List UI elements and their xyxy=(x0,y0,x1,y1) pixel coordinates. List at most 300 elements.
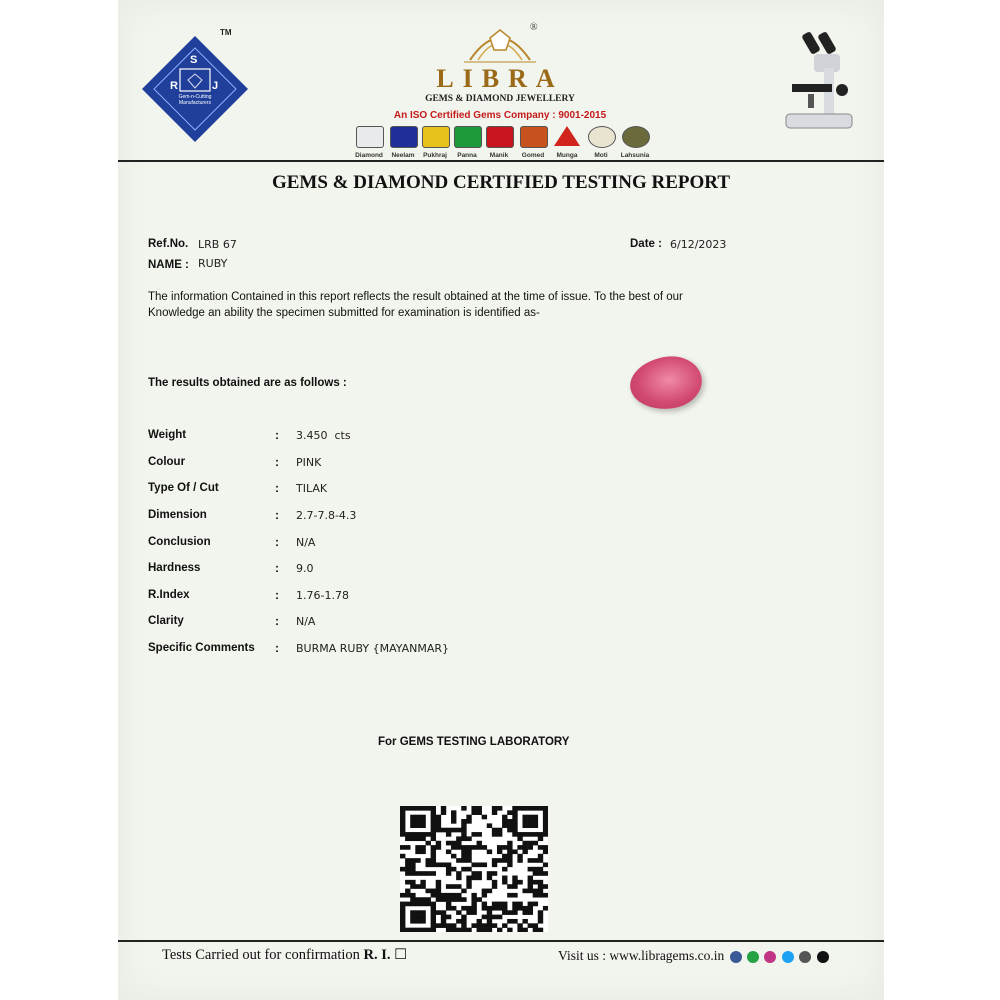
qr-module xyxy=(426,832,431,837)
qr-module xyxy=(502,823,507,828)
qr-module xyxy=(528,815,533,820)
qr-module xyxy=(426,902,431,907)
qr-module xyxy=(517,832,522,837)
qr-module xyxy=(497,902,502,907)
ref-value: LRB 67 xyxy=(198,238,237,251)
qr-module xyxy=(415,858,420,863)
qr-module xyxy=(461,845,466,850)
qr-module xyxy=(528,823,533,828)
field-colon-r-index: : xyxy=(275,588,279,602)
field-label-conclusion: Conclusion xyxy=(148,536,211,548)
qr-module xyxy=(492,880,497,885)
qr-module xyxy=(400,832,405,837)
qr-code-icon xyxy=(400,806,548,932)
qr-module xyxy=(477,876,482,881)
tests-text: Tests Carried out for confirmation xyxy=(162,947,360,963)
qr-module xyxy=(410,902,415,907)
qr-module xyxy=(461,823,466,828)
qr-module xyxy=(477,810,482,815)
qr-module xyxy=(431,910,436,915)
qr-module xyxy=(533,871,538,876)
qr-module xyxy=(451,867,456,872)
brand-name: LIBRA xyxy=(436,64,564,93)
qr-module xyxy=(446,884,451,889)
qr-module xyxy=(471,832,476,837)
qr-module xyxy=(436,889,441,894)
qr-module xyxy=(436,923,441,928)
qr-module xyxy=(400,823,405,828)
qr-module xyxy=(410,836,415,841)
srj-letter-s: S xyxy=(190,54,198,66)
field-label-dimension: Dimension xyxy=(148,509,207,521)
qr-module xyxy=(410,858,415,863)
qr-module xyxy=(461,915,466,920)
name-label: NAME : xyxy=(148,259,189,271)
qr-module xyxy=(477,928,482,932)
qr-module xyxy=(410,893,415,898)
qr-module xyxy=(477,832,482,837)
footer-left xyxy=(162,947,407,964)
qr-module xyxy=(446,828,451,833)
qr-module xyxy=(400,910,405,915)
qr-module xyxy=(487,906,492,911)
qr-module xyxy=(451,841,456,846)
qr-module xyxy=(405,902,410,907)
qr-module xyxy=(436,823,441,828)
intro-line-1: The information Contained in this report reflects the result obtained at the time of issue. To the best of our xyxy=(148,291,683,303)
qr-module xyxy=(466,854,471,859)
qr-module xyxy=(456,858,461,863)
qr-module xyxy=(482,889,487,894)
qr-module xyxy=(441,828,446,833)
qr-module xyxy=(431,819,436,824)
qr-module xyxy=(543,819,548,824)
qr-module xyxy=(405,806,410,811)
field-label-weight: Weight xyxy=(148,429,187,441)
qr-module xyxy=(420,915,425,920)
qr-module xyxy=(400,919,405,924)
qr-module xyxy=(528,884,533,889)
qr-module xyxy=(517,928,522,932)
qr-module xyxy=(431,893,436,898)
qr-module xyxy=(492,915,497,920)
qr-module xyxy=(415,884,420,889)
qr-module xyxy=(451,906,456,911)
qr-module xyxy=(482,923,487,928)
qr-module xyxy=(415,871,420,876)
qr-module xyxy=(431,871,436,876)
qr-module xyxy=(528,867,533,872)
qr-module xyxy=(431,923,436,928)
qr-module xyxy=(466,876,471,881)
twitter-icon[interactable] xyxy=(782,951,794,963)
qr-module xyxy=(522,832,527,837)
ri-text: R. I. xyxy=(363,947,391,963)
gem-label-pukhraj: Pukhraj xyxy=(423,152,447,159)
qr-module xyxy=(400,928,405,932)
field-value-colour: PINK xyxy=(296,456,322,469)
qr-module xyxy=(461,919,466,924)
qr-module xyxy=(466,845,471,850)
field-colon-specific-comments: : xyxy=(275,641,279,655)
qr-module xyxy=(436,910,441,915)
qr-module xyxy=(471,910,476,915)
qr-module xyxy=(400,819,405,824)
qr-module xyxy=(431,854,436,859)
field-label-clarity: Clarity xyxy=(148,615,184,627)
qr-module xyxy=(533,858,538,863)
field-colon-conclusion: : xyxy=(275,535,279,549)
qr-module xyxy=(446,832,451,837)
qr-module xyxy=(420,815,425,820)
qr-module xyxy=(441,893,446,898)
qr-module xyxy=(441,923,446,928)
qr-module xyxy=(538,919,543,924)
qr-module xyxy=(502,819,507,824)
qr-module xyxy=(517,923,522,928)
qr-module xyxy=(436,819,441,824)
website-link[interactable]: Visit us : www.libragems.co.in xyxy=(558,948,725,963)
results-heading: The results obtained are as follows : xyxy=(148,377,347,389)
qr-module xyxy=(482,893,487,898)
qr-module xyxy=(461,828,466,833)
qr-module xyxy=(492,884,497,889)
qr-module xyxy=(533,928,538,932)
qr-module xyxy=(410,910,415,915)
qr-module xyxy=(543,862,548,867)
qr-module xyxy=(471,923,476,928)
qr-module xyxy=(528,880,533,885)
qr-module xyxy=(446,841,451,846)
qr-module xyxy=(528,902,533,907)
field-colon-colour: : xyxy=(275,455,279,469)
qr-module xyxy=(512,806,517,811)
qr-module xyxy=(471,906,476,911)
qr-module xyxy=(410,880,415,885)
qr-module xyxy=(400,906,405,911)
qr-module xyxy=(420,884,425,889)
gem-gomed-icon xyxy=(520,126,548,148)
qr-module xyxy=(426,858,431,863)
qr-module xyxy=(512,828,517,833)
srj-logo xyxy=(140,28,250,144)
qr-module xyxy=(431,858,436,863)
qr-module xyxy=(410,884,415,889)
qr-module xyxy=(482,928,487,932)
qr-module xyxy=(497,845,502,850)
qr-module xyxy=(477,897,482,902)
microscope-icon xyxy=(778,28,858,132)
lab-label: For GEMS TESTING LABORATORY xyxy=(378,736,570,748)
qr-module xyxy=(456,836,461,841)
qr-module xyxy=(410,897,415,902)
field-value-weight: 3.450 cts xyxy=(296,429,351,442)
qr-module xyxy=(538,832,543,837)
qr-module xyxy=(400,815,405,820)
qr-module xyxy=(466,819,471,824)
qr-module xyxy=(431,902,436,907)
qr-module xyxy=(405,889,410,894)
qr-module xyxy=(487,915,492,920)
qr-module xyxy=(466,836,471,841)
qr-module xyxy=(487,919,492,924)
qr-module xyxy=(471,845,476,850)
date-label: Date : xyxy=(630,238,662,250)
qr-module xyxy=(512,823,517,828)
qr-module xyxy=(502,902,507,907)
qr-module xyxy=(456,893,461,898)
qr-module xyxy=(461,906,466,911)
qr-module xyxy=(543,893,548,898)
qr-module xyxy=(471,902,476,907)
qr-module xyxy=(502,815,507,820)
qr-module xyxy=(497,858,502,863)
qr-code xyxy=(400,806,548,932)
qr-module xyxy=(502,867,507,872)
certificate-paper xyxy=(118,0,884,1000)
gem-label-moti: Moti xyxy=(594,152,608,159)
qr-module xyxy=(436,845,441,850)
header-divider xyxy=(118,160,884,162)
qr-module xyxy=(512,910,517,915)
name-value: RUBY xyxy=(198,257,228,270)
qr-module xyxy=(431,928,436,932)
gem-panna-icon xyxy=(454,126,482,148)
qr-module xyxy=(492,906,497,911)
whatsapp-icon[interactable] xyxy=(747,951,759,963)
qr-module xyxy=(446,915,451,920)
qr-module xyxy=(517,836,522,841)
facebook-icon[interactable] xyxy=(730,951,742,963)
qr-module xyxy=(512,819,517,824)
brand-tagline: GEMS & DIAMOND JEWELLERY xyxy=(425,94,575,104)
qr-module xyxy=(441,910,446,915)
qr-module xyxy=(446,862,451,867)
qr-module xyxy=(415,915,420,920)
qr-module xyxy=(461,806,466,811)
field-label-type-cut: Type Of / Cut xyxy=(148,482,219,494)
qr-module xyxy=(517,845,522,850)
qr-module xyxy=(507,849,512,854)
qr-module xyxy=(522,919,527,924)
qr-module xyxy=(420,836,425,841)
qr-module xyxy=(512,815,517,820)
qr-module xyxy=(446,923,451,928)
qr-module xyxy=(436,815,441,820)
qr-module xyxy=(436,841,441,846)
qr-module xyxy=(410,871,415,876)
gem-label-lahsunia: Lahsunia xyxy=(620,152,650,159)
qr-module xyxy=(492,871,497,876)
qr-module xyxy=(528,845,533,850)
qr-module xyxy=(451,845,456,850)
qr-module xyxy=(451,854,456,859)
qr-module xyxy=(538,806,543,811)
intro-line-2: Knowledge an ability the specimen submitted for examination is identified as- xyxy=(148,307,540,319)
field-colon-weight: : xyxy=(275,428,279,442)
qr-module xyxy=(456,871,461,876)
gem-label-manik: Manik xyxy=(489,152,509,159)
qr-module xyxy=(436,893,441,898)
qr-module xyxy=(502,876,507,881)
qr-module xyxy=(466,867,471,872)
qr-module xyxy=(528,819,533,824)
gem-munga-icon xyxy=(554,126,580,146)
qr-module xyxy=(441,897,446,902)
qr-module xyxy=(538,910,543,915)
qr-module xyxy=(517,880,522,885)
srj-diamond-icon xyxy=(140,34,250,144)
qr-module xyxy=(410,928,415,932)
qr-module xyxy=(528,806,533,811)
qr-module xyxy=(507,819,512,824)
qr-module xyxy=(410,806,415,811)
field-colon-hardness: : xyxy=(275,561,279,575)
field-colon-clarity: : xyxy=(275,614,279,628)
instagram-icon[interactable] xyxy=(764,951,776,963)
qr-module xyxy=(415,902,420,907)
qr-module xyxy=(441,810,446,815)
qr-module xyxy=(431,823,436,828)
qr-module xyxy=(471,893,476,898)
qr-module xyxy=(522,910,527,915)
qr-module xyxy=(405,862,410,867)
qr-module xyxy=(446,893,451,898)
field-colon-dimension: : xyxy=(275,508,279,522)
qr-module xyxy=(507,854,512,859)
qr-module xyxy=(543,806,548,811)
qr-module xyxy=(410,815,415,820)
qr-module xyxy=(410,862,415,867)
qr-module xyxy=(533,923,538,928)
qr-module xyxy=(451,893,456,898)
qr-module xyxy=(533,902,538,907)
qr-module xyxy=(507,919,512,924)
qr-module xyxy=(431,889,436,894)
qr-module xyxy=(477,845,482,850)
qr-module xyxy=(517,806,522,811)
qr-module xyxy=(410,919,415,924)
qr-module xyxy=(543,906,548,911)
qr-module xyxy=(517,858,522,863)
qr-module xyxy=(522,819,527,824)
qr-module xyxy=(461,867,466,872)
qr-module xyxy=(477,871,482,876)
report-title: GEMS & DIAMOND CERTIFIED TESTING REPORT xyxy=(271,172,731,193)
qr-module xyxy=(507,928,512,932)
qr-module xyxy=(400,845,405,850)
qr-module xyxy=(420,845,425,850)
qr-module xyxy=(415,832,420,837)
qr-module xyxy=(426,871,431,876)
field-value-clarity: N/A xyxy=(296,615,316,628)
qr-module xyxy=(415,849,420,854)
qr-module xyxy=(426,862,431,867)
qr-module xyxy=(528,858,533,863)
qr-module xyxy=(512,893,517,898)
qr-module xyxy=(533,841,538,846)
qr-module xyxy=(420,823,425,828)
qr-module xyxy=(451,815,456,820)
qr-module xyxy=(502,923,507,928)
qr-module xyxy=(405,845,410,850)
qr-module xyxy=(482,915,487,920)
qr-module xyxy=(426,841,431,846)
qr-module xyxy=(533,893,538,898)
qr-module xyxy=(410,819,415,824)
libra-logo xyxy=(380,20,620,130)
gem-label-neelam: Neelam xyxy=(391,152,415,159)
qr-module xyxy=(471,810,476,815)
srj-tm: TM xyxy=(220,28,232,37)
qr-module xyxy=(482,862,487,867)
field-value-r-index: 1.76-1.78 xyxy=(296,589,349,602)
qr-module xyxy=(415,845,420,850)
qr-module xyxy=(456,845,461,850)
qr-module xyxy=(405,880,410,885)
qr-module xyxy=(522,806,527,811)
qr-module xyxy=(466,910,471,915)
qr-module xyxy=(461,923,466,928)
qr-module xyxy=(538,836,543,841)
gem-lahsunia-icon xyxy=(622,126,650,148)
qr-module xyxy=(522,928,527,932)
qr-module xyxy=(415,910,420,915)
qr-module xyxy=(431,828,436,833)
qr-module xyxy=(466,815,471,820)
qr-module xyxy=(456,884,461,889)
threads-icon[interactable] xyxy=(817,951,829,963)
qr-module xyxy=(522,849,527,854)
registered-mark: ® xyxy=(530,22,538,33)
qr-module xyxy=(405,867,410,872)
qr-module xyxy=(502,845,507,850)
qr-module xyxy=(507,910,512,915)
field-label-hardness: Hardness xyxy=(148,562,201,574)
qr-module xyxy=(512,832,517,837)
youtube-icon[interactable] xyxy=(799,951,811,963)
qr-module xyxy=(431,832,436,837)
qr-module xyxy=(420,806,425,811)
qr-module xyxy=(400,854,405,859)
qr-module xyxy=(492,828,497,833)
qr-module xyxy=(426,928,431,932)
qr-module xyxy=(497,915,502,920)
qr-module xyxy=(420,832,425,837)
qr-module xyxy=(471,897,476,902)
qr-module xyxy=(441,806,446,811)
qr-module xyxy=(405,836,410,841)
qr-module xyxy=(471,876,476,881)
qr-module xyxy=(543,815,548,820)
qr-module xyxy=(538,858,543,863)
ref-label: Ref.No. xyxy=(148,238,189,250)
qr-module xyxy=(512,906,517,911)
qr-module xyxy=(497,928,502,932)
qr-module xyxy=(528,841,533,846)
qr-module xyxy=(507,828,512,833)
footer-right xyxy=(558,948,829,964)
qr-module xyxy=(507,893,512,898)
qr-module xyxy=(456,841,461,846)
qr-module xyxy=(426,806,431,811)
qr-module xyxy=(533,806,538,811)
qr-module xyxy=(522,841,527,846)
qr-module xyxy=(528,906,533,911)
qr-module xyxy=(538,889,543,894)
qr-module xyxy=(487,871,492,876)
qr-module xyxy=(502,858,507,863)
